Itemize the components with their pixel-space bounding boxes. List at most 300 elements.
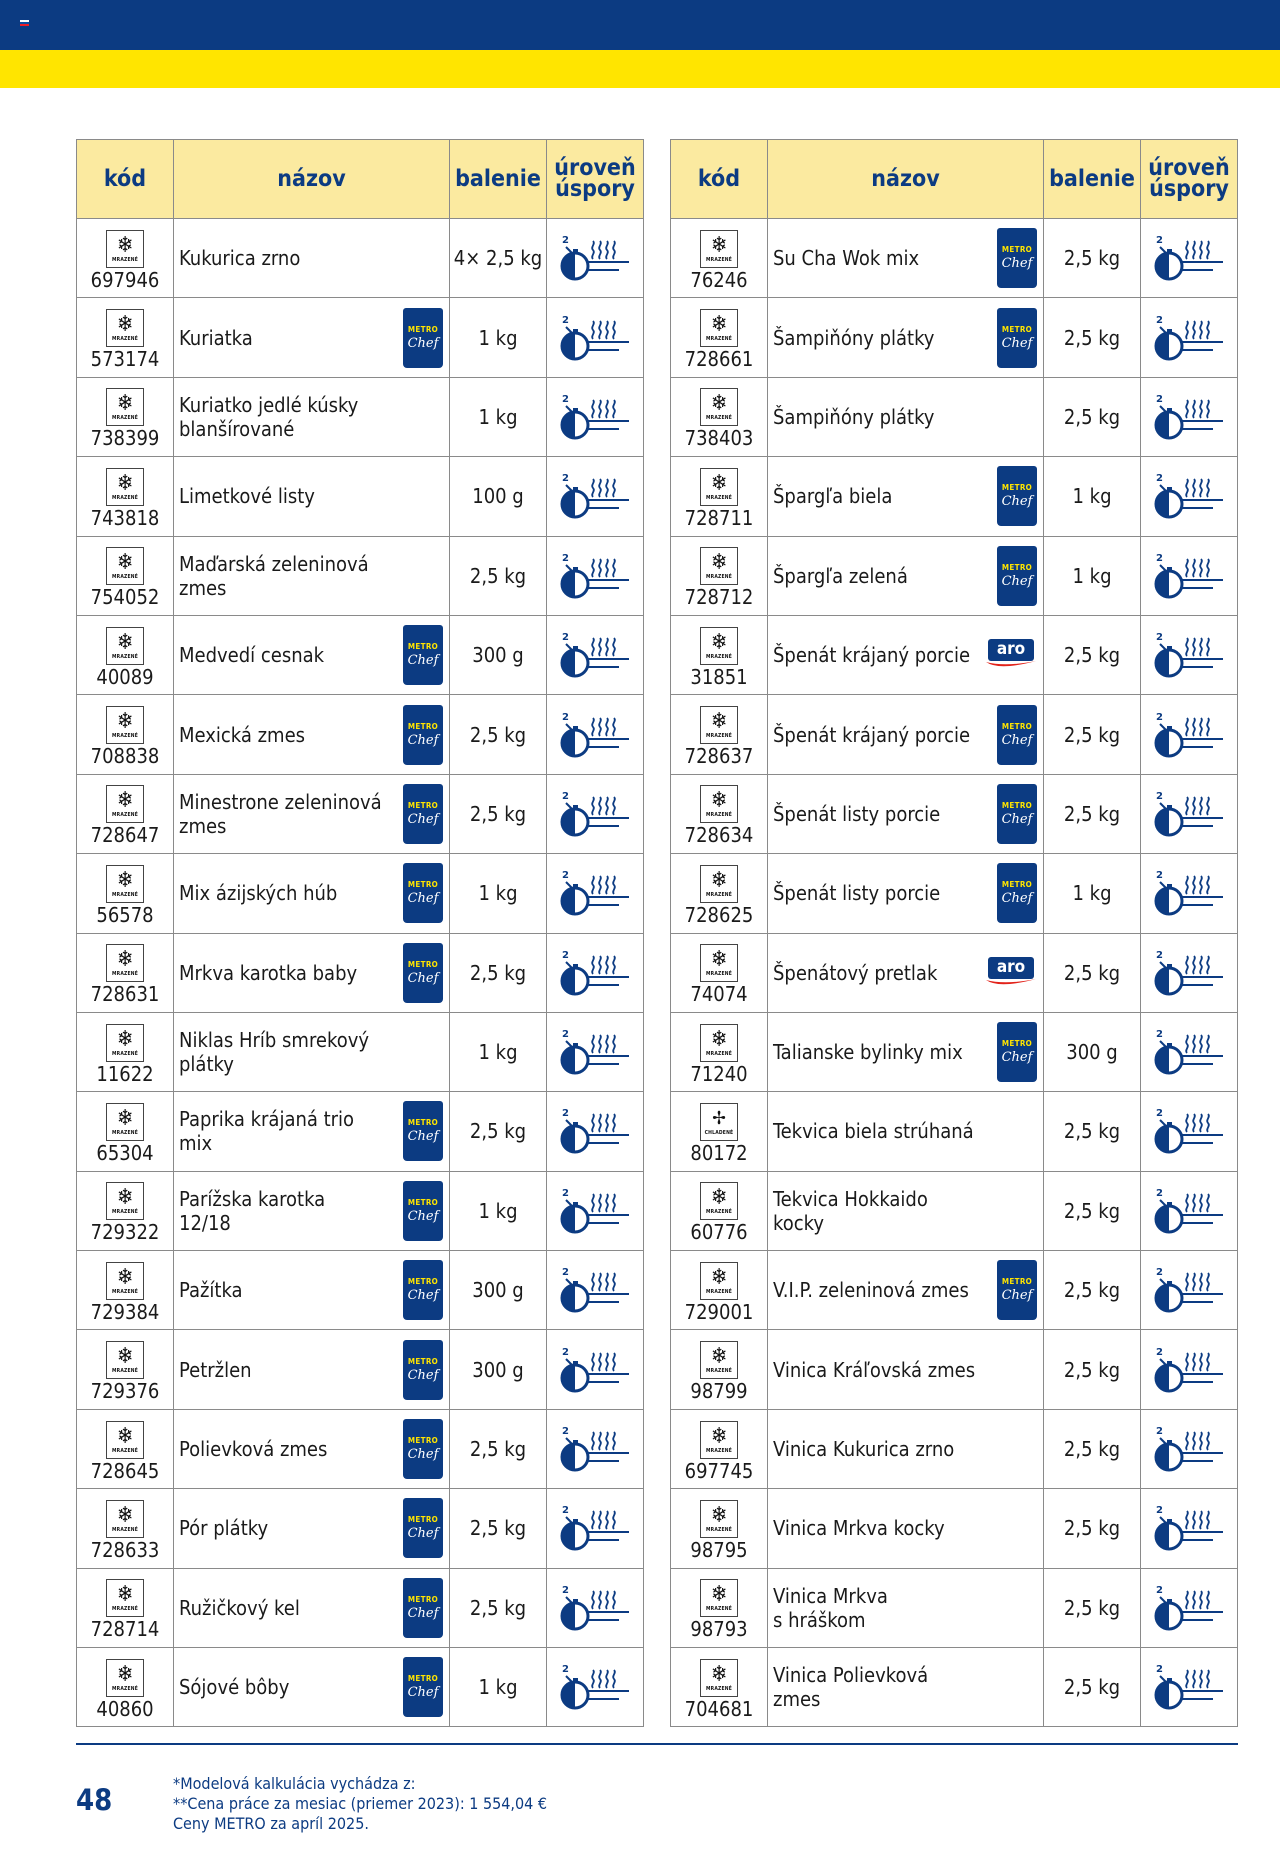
savings-level-icon — [557, 1027, 633, 1077]
metro-chef-logo — [403, 705, 443, 765]
product-code: 704681 — [684, 1696, 754, 1721]
snowflake-icon: ❄ — [116, 1344, 134, 1370]
savings-level-icon — [557, 1503, 633, 1553]
savings-icon-part — [1200, 638, 1202, 656]
frozen-badge — [700, 1421, 738, 1459]
savings-level-number: 2 — [1156, 473, 1163, 485]
product-name — [773, 405, 934, 429]
storage-caption: MRAZENÉ — [706, 1447, 732, 1454]
savings-icon-part — [573, 884, 578, 888]
product-name — [179, 1187, 325, 1235]
savings-level-number: 2 — [1156, 235, 1163, 247]
snowflake-icon: ❄ — [116, 470, 134, 496]
metro-chef-logo-bottom: Chef — [1001, 891, 1033, 907]
savings-level-icon — [1151, 313, 1227, 363]
savings-icon-part — [1193, 956, 1195, 974]
metro-chef-logo-top: METRO — [407, 721, 439, 731]
snowflake-icon: ❄ — [710, 1185, 728, 1211]
savings-level-icon — [1151, 1583, 1227, 1633]
product-package: 1 kg — [1044, 854, 1141, 933]
product-name-cell — [174, 1330, 450, 1409]
savings-icon-part — [1200, 1035, 1202, 1053]
savings-level-icon — [557, 1662, 633, 1712]
product-package: 2,5 kg — [1044, 1409, 1141, 1488]
page-number: 48 — [76, 1783, 113, 1817]
savings-icon-part — [599, 1273, 601, 1291]
storage-caption: MRAZENÉ — [706, 415, 732, 422]
product-code: 728647 — [90, 823, 160, 848]
savings-level-icon — [1151, 1265, 1227, 1315]
table-row — [671, 377, 1238, 456]
savings-icon-part — [1193, 797, 1195, 815]
frozen-badge — [700, 1579, 738, 1617]
product-name-line: Minestrone zeleninová — [179, 789, 382, 814]
savings-icon-part — [1207, 1591, 1209, 1609]
savings-icon-part — [613, 1353, 615, 1371]
table-row — [77, 933, 644, 1012]
product-name-cell — [768, 1648, 1044, 1727]
frozen-badge — [106, 1341, 144, 1379]
product-code: 71240 — [690, 1061, 748, 1086]
storage-caption: MRAZENÉ — [112, 1050, 138, 1057]
savings-icon-part — [1186, 1035, 1188, 1053]
product-name-line: zmes — [773, 1687, 821, 1712]
storage-caption: MRAZENÉ — [706, 891, 732, 898]
product-package: 1 kg — [450, 1171, 547, 1250]
savings-icon-part — [599, 1670, 601, 1688]
aro-logo-text: aro — [988, 639, 1034, 661]
product-name-cell — [768, 1251, 1044, 1330]
product-code: 98793 — [690, 1617, 748, 1642]
savings-icon-part — [1200, 1114, 1202, 1132]
savings-level-icon — [557, 1265, 633, 1315]
savings-level-number: 2 — [562, 711, 569, 723]
snowflake-icon: ❄ — [116, 391, 134, 417]
savings-level-icon — [557, 868, 633, 918]
savings-icon-part — [1193, 1273, 1195, 1291]
savings-icon-part — [1186, 321, 1188, 339]
storage-caption: MRAZENÉ — [112, 971, 138, 978]
savings-icon-part — [606, 1591, 608, 1609]
product-name-cell — [768, 298, 1044, 377]
savings-icon-part — [1167, 329, 1172, 333]
footnote-line-2: **Cena práce za mesiac (priemer 2023): 1 554,04 € — [173, 1794, 548, 1813]
product-code-cell — [77, 377, 174, 456]
product-name-cell — [768, 1012, 1044, 1091]
metro-chef-logo-bottom: Chef — [407, 1605, 439, 1621]
product-name-wrap — [773, 405, 1037, 429]
savings-icon-part — [606, 1114, 608, 1132]
savings-icon-part — [613, 1035, 615, 1053]
frozen-badge — [700, 309, 738, 347]
table-row — [671, 1330, 1238, 1409]
product-name-cell — [174, 298, 450, 377]
savings-icon-part — [1167, 408, 1172, 412]
savings-level-number: 2 — [562, 870, 569, 882]
product-name-cell — [174, 457, 450, 536]
metro-chef-logo-bottom: Chef — [407, 732, 439, 748]
savings-level-cell — [547, 219, 644, 298]
savings-icon-part — [573, 1519, 578, 1523]
header-package: balenie — [450, 140, 547, 219]
savings-icon-part — [606, 479, 608, 497]
metro-chef-logo-bottom: Chef — [407, 1367, 439, 1383]
footnote — [173, 1774, 547, 1834]
savings-level-icon — [1151, 392, 1227, 442]
savings-icon-part — [1207, 321, 1209, 339]
metro-chef-logo-bottom: Chef — [407, 891, 439, 907]
metro-chef-logo-top: METRO — [1001, 1039, 1033, 1049]
savings-level-cell — [1141, 219, 1238, 298]
frozen-badge — [106, 1421, 144, 1459]
savings-level-number: 2 — [562, 1664, 569, 1676]
product-name-wrap — [179, 784, 443, 844]
savings-icon-part — [1193, 1035, 1195, 1053]
savings-icon-part — [599, 1511, 601, 1529]
savings-level-icon — [557, 233, 633, 283]
product-code: 728711 — [684, 505, 754, 530]
product-name-cell — [174, 1092, 450, 1171]
product-code-cell — [77, 1330, 174, 1409]
savings-icon-part — [592, 241, 594, 259]
snowflake-icon: ❄ — [116, 788, 134, 814]
storage-caption: MRAZENÉ — [112, 574, 138, 581]
savings-icon-part — [1167, 1202, 1172, 1206]
frozen-badge — [700, 468, 738, 506]
metro-chef-logo-bottom: Chef — [1001, 335, 1033, 351]
savings-icon-part — [1200, 1670, 1202, 1688]
product-code: 728625 — [684, 902, 754, 927]
savings-icon-part — [1167, 646, 1172, 650]
savings-level-number: 2 — [1156, 790, 1163, 802]
product-name-line: zmes — [179, 575, 227, 600]
snowflake-icon: ❄ — [710, 629, 728, 655]
metro-chef-logo — [997, 1260, 1037, 1320]
savings-icon-part — [592, 718, 594, 736]
product-code-cell — [77, 1409, 174, 1488]
savings-icon-part — [613, 400, 615, 418]
savings-icon-part — [613, 559, 615, 577]
frozen-badge — [700, 1262, 738, 1300]
savings-level-icon — [557, 630, 633, 680]
savings-level-icon — [557, 710, 633, 760]
savings-icon-part — [1167, 1519, 1172, 1523]
product-name-line: s hráškom — [773, 1607, 866, 1632]
savings-level-cell — [547, 1012, 644, 1091]
product-name-wrap — [179, 1657, 443, 1717]
table-row — [671, 615, 1238, 694]
savings-icon-part — [1186, 400, 1188, 418]
header-band — [0, 0, 1280, 50]
product-code-cell — [77, 457, 174, 536]
savings-icon-part — [606, 241, 608, 259]
savings-icon-part — [599, 1432, 601, 1450]
product-code: 738399 — [90, 426, 160, 451]
product-code: 98795 — [690, 1537, 748, 1562]
savings-level-number: 2 — [562, 552, 569, 564]
savings-level-cell — [547, 536, 644, 615]
savings-icon-part — [599, 1114, 601, 1132]
savings-icon-part — [573, 1202, 578, 1206]
savings-icon-part — [573, 646, 578, 650]
metro-chef-logo-bottom: Chef — [407, 1685, 439, 1701]
savings-icon-part — [1207, 1353, 1209, 1371]
savings-icon-part — [573, 964, 578, 968]
product-name-line: Špargľa biela — [773, 484, 893, 509]
savings-level-icon — [557, 313, 633, 363]
metro-chef-logo-top: METRO — [407, 880, 439, 890]
frozen-badge — [106, 1262, 144, 1300]
product-package: 300 g — [450, 1330, 547, 1409]
product-code-cell — [671, 1330, 768, 1409]
table-row — [77, 298, 644, 377]
savings-level-number: 2 — [562, 235, 569, 247]
savings-level-number: 2 — [562, 473, 569, 485]
storage-caption: CHLADENÉ — [704, 1129, 734, 1136]
savings-level-icon — [1151, 710, 1227, 760]
savings-level-number: 2 — [1156, 1426, 1163, 1438]
product-name-cell — [768, 933, 1044, 1012]
product-name-wrap — [773, 784, 1037, 844]
metro-chef-logo — [997, 705, 1037, 765]
savings-level-number: 2 — [562, 1267, 569, 1279]
metro-chef-logo — [403, 943, 443, 1003]
footnote-line-3: Ceny METRO za apríl 2025. — [173, 1814, 369, 1833]
metro-chef-logo-bottom: Chef — [407, 335, 439, 351]
product-code: 738403 — [684, 426, 754, 451]
product-code: 728634 — [684, 823, 754, 848]
product-code-cell — [671, 695, 768, 774]
storage-caption: MRAZENÉ — [112, 1209, 138, 1216]
savings-level-icon — [557, 1186, 633, 1236]
savings-level-cell — [1141, 615, 1238, 694]
snowflake-icon: ❄ — [710, 470, 728, 496]
product-name-wrap — [773, 955, 1037, 991]
savings-icon-part — [606, 1194, 608, 1212]
table-row — [77, 1092, 644, 1171]
product-name-wrap — [179, 393, 443, 441]
savings-icon-part — [613, 1670, 615, 1688]
savings-icon-part — [573, 329, 578, 333]
savings-level-number: 2 — [1156, 632, 1163, 644]
product-name-wrap — [179, 1181, 443, 1241]
savings-level-number: 2 — [1156, 711, 1163, 723]
savings-level-number: 2 — [1156, 870, 1163, 882]
product-name — [179, 1358, 252, 1382]
storage-caption: MRAZENÉ — [706, 1685, 732, 1692]
metro-chef-logo-bottom: Chef — [407, 1526, 439, 1542]
table-row — [77, 219, 644, 298]
savings-icon-part — [1207, 1114, 1209, 1132]
product-name-wrap — [179, 1498, 443, 1558]
footnote-line-1: *Modelová kalkulácia vychádza z: — [173, 1774, 416, 1793]
savings-icon-part — [1200, 876, 1202, 894]
product-name-line: Kuriatka — [179, 325, 253, 350]
savings-icon-part — [613, 1273, 615, 1291]
savings-level-number: 2 — [1156, 949, 1163, 961]
metro-chef-logo-top: METRO — [1001, 245, 1033, 255]
savings-icon-part — [573, 726, 578, 730]
savings-icon-part — [1186, 1591, 1188, 1609]
metro-chef-logo-top: METRO — [1001, 324, 1033, 334]
frozen-badge — [106, 230, 144, 268]
product-name-line: Tekvica Hokkaido — [773, 1186, 928, 1211]
product-code-cell — [77, 854, 174, 933]
product-name — [179, 552, 369, 600]
product-package: 2,5 kg — [1044, 1489, 1141, 1568]
savings-icon-part — [1167, 1043, 1172, 1047]
product-name-wrap — [179, 1419, 443, 1479]
savings-level-cell — [1141, 457, 1238, 536]
savings-icon-part — [1207, 479, 1209, 497]
product-name — [773, 723, 970, 747]
savings-icon-part — [592, 1273, 594, 1291]
table-header-row — [671, 140, 1238, 219]
product-package: 2,5 kg — [450, 1568, 547, 1647]
metro-chef-logo-top: METRO — [407, 1674, 439, 1684]
frozen-badge — [700, 865, 738, 903]
header-name: názov — [768, 140, 1044, 219]
snowflake-icon: ❄ — [710, 947, 728, 973]
product-name-line: Talianske bylinky mix — [773, 1040, 963, 1065]
savings-icon-part — [1167, 805, 1172, 809]
frozen-badge — [106, 785, 144, 823]
product-code: 80172 — [690, 1140, 748, 1165]
table-row — [77, 615, 644, 694]
metro-chef-logo-bottom: Chef — [1001, 1050, 1033, 1066]
product-code: 729384 — [90, 1299, 160, 1324]
savings-level-number: 2 — [562, 790, 569, 802]
product-name-line: Petržlen — [179, 1357, 252, 1382]
savings-level-number: 2 — [1156, 314, 1163, 326]
product-name-wrap — [179, 625, 443, 685]
frozen-badge — [700, 706, 738, 744]
savings-icon-part — [592, 1035, 594, 1053]
savings-icon-part — [592, 1670, 594, 1688]
metro-chef-logo — [997, 546, 1037, 606]
product-name-line: Šampiňóny plátky — [773, 325, 935, 350]
savings-level-number: 2 — [562, 1584, 569, 1596]
savings-icon-part — [1186, 241, 1188, 259]
savings-icon-part — [606, 1353, 608, 1371]
metro-chef-logo — [403, 1657, 443, 1717]
savings-icon-part — [1193, 1194, 1195, 1212]
product-package: 2,5 kg — [1044, 1092, 1141, 1171]
product-name-line: Šampiňóny plátky — [773, 404, 935, 429]
product-name — [773, 564, 908, 588]
storage-caption: MRAZENÉ — [112, 1526, 138, 1533]
product-code-cell — [671, 774, 768, 853]
savings-icon-part — [592, 1511, 594, 1529]
product-package: 2,5 kg — [1044, 219, 1141, 298]
product-package: 4× 2,5 kg — [450, 219, 547, 298]
product-package: 1 kg — [450, 854, 547, 933]
savings-icon-part — [1186, 479, 1188, 497]
savings-level-icon — [1151, 1027, 1227, 1077]
savings-icon-part — [1193, 1353, 1195, 1371]
table-row — [77, 457, 644, 536]
table-row — [77, 695, 644, 774]
product-name-line: Špenátový pretlak — [773, 960, 938, 985]
storage-caption: MRAZENÉ — [112, 1368, 138, 1375]
savings-level-icon — [557, 1583, 633, 1633]
table-row — [671, 854, 1238, 933]
storage-caption: MRAZENÉ — [706, 971, 732, 978]
savings-icon-part — [1193, 638, 1195, 656]
savings-icon-part — [613, 718, 615, 736]
product-code: 728645 — [90, 1458, 160, 1483]
savings-icon-part — [606, 638, 608, 656]
product-code-cell — [671, 1251, 768, 1330]
savings-icon-part — [1207, 1670, 1209, 1688]
product-name-cell — [174, 615, 450, 694]
savings-level-icon — [1151, 1345, 1227, 1395]
product-code-cell — [671, 536, 768, 615]
product-code-cell — [671, 377, 768, 456]
frozen-badge — [700, 547, 738, 585]
savings-level-cell — [547, 1251, 644, 1330]
savings-icon-part — [1200, 797, 1202, 815]
savings-icon-part — [1186, 797, 1188, 815]
product-code-cell — [77, 774, 174, 853]
table-row — [77, 774, 644, 853]
table-body-left — [77, 219, 644, 1727]
product-name — [773, 326, 934, 350]
snowflake-icon: ❄ — [710, 232, 728, 258]
product-name-line: Paprika krájaná trio — [179, 1107, 355, 1132]
product-name-cell — [768, 377, 1044, 456]
storage-caption: MRAZENÉ — [706, 1606, 732, 1613]
savings-icon-part — [606, 559, 608, 577]
metro-chef-logo — [403, 784, 443, 844]
savings-icon-part — [1200, 1353, 1202, 1371]
metro-chef-logo — [403, 863, 443, 923]
metro-chef-logo-top: METRO — [407, 1594, 439, 1604]
product-package: 2,5 kg — [1044, 1568, 1141, 1647]
header-savings-line1: úroveň — [1148, 155, 1230, 181]
savings-level-icon — [557, 1106, 633, 1156]
product-name — [773, 961, 937, 985]
product-name — [773, 1663, 928, 1711]
savings-level-cell — [547, 615, 644, 694]
product-name-line: kocky — [773, 1210, 824, 1235]
savings-icon-part — [1200, 1432, 1202, 1450]
product-name-line: Vinica Mrkva kocky — [773, 1516, 945, 1541]
savings-level-icon — [557, 392, 633, 442]
product-table-right — [670, 139, 1238, 1727]
product-name-wrap — [773, 466, 1037, 526]
savings-level-icon — [1151, 1503, 1227, 1553]
frozen-badge — [106, 547, 144, 585]
storage-caption: MRAZENÉ — [706, 1368, 732, 1375]
storage-caption: MRAZENÉ — [706, 1526, 732, 1533]
snowflake-icon: ❄ — [116, 1502, 134, 1528]
product-name-cell — [768, 854, 1044, 933]
savings-level-cell — [547, 774, 644, 853]
savings-icon-part — [573, 567, 578, 571]
savings-icon-part — [592, 638, 594, 656]
metro-chef-logo-top: METRO — [1001, 483, 1033, 493]
product-name-wrap — [773, 1358, 1037, 1382]
product-code-cell — [671, 854, 768, 933]
savings-icon-part — [1167, 884, 1172, 888]
product-code-cell — [77, 1489, 174, 1568]
savings-level-cell — [547, 933, 644, 1012]
savings-level-cell — [1141, 854, 1238, 933]
savings-level-icon — [1151, 233, 1227, 283]
product-name-cell — [768, 615, 1044, 694]
metro-chef-logo-top: METRO — [1001, 1277, 1033, 1287]
